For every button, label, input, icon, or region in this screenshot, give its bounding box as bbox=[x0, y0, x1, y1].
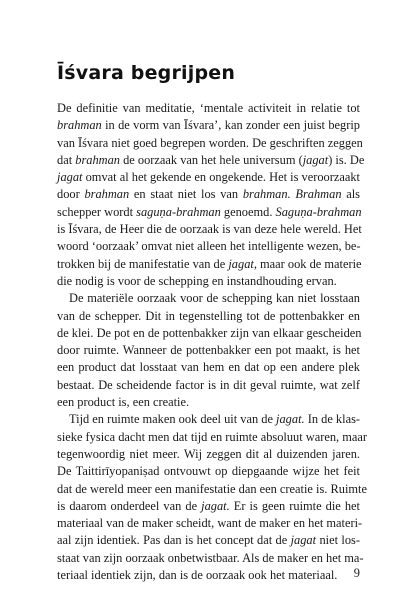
italic-term: jagat, bbox=[228, 256, 257, 271]
text-segment: dat bbox=[57, 152, 76, 167]
text-segment: en staat niet los van bbox=[129, 187, 243, 202]
book-page bbox=[57, 0, 368, 616]
text-segment: materiaal van de maker scheidt, want de maker en het materi- bbox=[57, 516, 363, 531]
text-segment: de oorzaak van het hele universum ( bbox=[120, 152, 303, 167]
text-segment: woord ‘oorzaak’ omvat niet alleen het intelligente wezen, be- bbox=[57, 239, 361, 254]
text-segment: de klei. De pot en de pottenbakker zijn van elkaar gescheiden bbox=[57, 325, 362, 340]
text-line bbox=[57, 308, 360, 325]
text-segment: in de vorm van Īśvara’, kan zonder een juist begrip bbox=[101, 118, 360, 133]
page-number: 9 bbox=[353, 566, 360, 580]
text-line bbox=[57, 463, 360, 480]
text-line bbox=[57, 532, 360, 549]
text-line bbox=[57, 567, 360, 584]
text-segment: door bbox=[57, 187, 85, 202]
italic-term: jagat. bbox=[276, 412, 305, 427]
text-line bbox=[57, 169, 360, 186]
text-segment: ) is. De bbox=[328, 152, 365, 167]
text-line bbox=[57, 256, 360, 273]
text-segment: bestaat. De scheidende factor is in dit geval ruimte, wat zelf bbox=[57, 377, 360, 392]
text-line bbox=[57, 342, 360, 359]
italic-term: brahman. Brahman bbox=[242, 187, 342, 202]
text-line bbox=[57, 204, 360, 221]
text-segment: trokken bij de manifestatie van de bbox=[57, 256, 229, 271]
text-line bbox=[57, 290, 360, 307]
italic-term: brahman bbox=[75, 152, 120, 167]
text-segment: van de schepper. Dit in tegenstelling tot de pottenbakker en bbox=[57, 308, 360, 323]
text-segment: is Īśvara, de Heer die de oorzaak is van deze hele wereld. Het bbox=[57, 222, 362, 237]
italic-term: saguṇa-brahman bbox=[136, 204, 221, 219]
text-segment: aal zijn identiek. Pas dan is het concept dat de bbox=[57, 533, 291, 548]
text-line bbox=[57, 481, 367, 498]
text-segment: tegenwoordig niet meer. Wij zeggen dit al duizenden jaren. bbox=[57, 446, 360, 461]
text-segment: door ruimte. Wanneer de pottenbakker een pot maakt, is het bbox=[57, 343, 360, 358]
text-segment: De definitie van meditatie, ‘mentale activiteit in relatie tot bbox=[57, 101, 360, 115]
italic-term: jagat bbox=[290, 533, 317, 548]
text-segment: De Taittirīyopaniṣad ontvouwt op diepgaande wijze het feit bbox=[57, 464, 360, 479]
text-segment: Er is geen ruimte die het bbox=[229, 498, 360, 513]
text-line bbox=[57, 515, 363, 532]
text-segment: maar ook de materie bbox=[256, 256, 362, 271]
text-segment: genoemd. bbox=[220, 204, 276, 219]
text-line bbox=[57, 135, 363, 152]
italic-term: brahman bbox=[84, 187, 130, 202]
text-segment: een product dat losstaat van hem en dat op een andere plek bbox=[57, 360, 360, 375]
text-segment: dat de wereld meer een manifestatie dan een creatie is. Ruimte bbox=[57, 481, 367, 496]
text-line bbox=[57, 186, 360, 203]
text-line bbox=[57, 238, 360, 255]
text-segment: schepper wordt bbox=[57, 204, 137, 219]
italic-term: jagat bbox=[302, 152, 329, 167]
text-segment: De materiële oorzaak voor de schepping kan niet losstaan bbox=[69, 291, 360, 306]
page-title: Īśvara begrijpen bbox=[57, 62, 236, 84]
text-segment: staat van zijn oorzaak onbetwistbaar. Als de maker en het ma- bbox=[57, 550, 364, 565]
text-segment: is daarom onderdeel van de bbox=[57, 498, 202, 513]
text-line bbox=[57, 100, 360, 117]
italic-term: jagat. bbox=[201, 498, 230, 513]
text-segment: een product is, een creatie. bbox=[57, 395, 190, 410]
text-line bbox=[57, 273, 360, 290]
text-line bbox=[57, 394, 360, 411]
body-text bbox=[57, 100, 368, 584]
text-line bbox=[57, 550, 364, 567]
text-line bbox=[57, 377, 360, 394]
text-line bbox=[57, 429, 368, 446]
text-segment: niet los- bbox=[316, 533, 360, 548]
italic-term: jagat bbox=[57, 170, 83, 185]
text-segment: teriaal identiek zijn, dan is de oorzaak ook het materiaal. bbox=[57, 568, 338, 583]
text-segment: sieke fysica dacht men dat tijd en ruimte absoluut waren, maar bbox=[57, 429, 368, 444]
text-segment: die nodig is voor de schepping en instandhouding ervan. bbox=[57, 273, 337, 288]
italic-term: brahman bbox=[57, 118, 102, 133]
italic-term: Saguṇa-brahman bbox=[275, 204, 362, 219]
text-segment: als bbox=[341, 187, 360, 202]
text-segment: Tijd en ruimte maken ook deel uit van de bbox=[69, 412, 277, 427]
text-segment: omvat al het gekende en ongekende. Het is veroorzaakt bbox=[82, 170, 360, 185]
text-line bbox=[57, 359, 360, 376]
text-line bbox=[57, 325, 360, 342]
text-line bbox=[57, 446, 360, 463]
text-line bbox=[57, 498, 360, 515]
text-line bbox=[57, 411, 360, 428]
text-segment: van Īśvara niet goed begrepen worden. De geschriften zeggen bbox=[57, 135, 363, 150]
text-line bbox=[57, 117, 360, 134]
text-line bbox=[57, 152, 365, 169]
text-line bbox=[57, 221, 360, 238]
text-segment: In de klas- bbox=[304, 412, 361, 427]
